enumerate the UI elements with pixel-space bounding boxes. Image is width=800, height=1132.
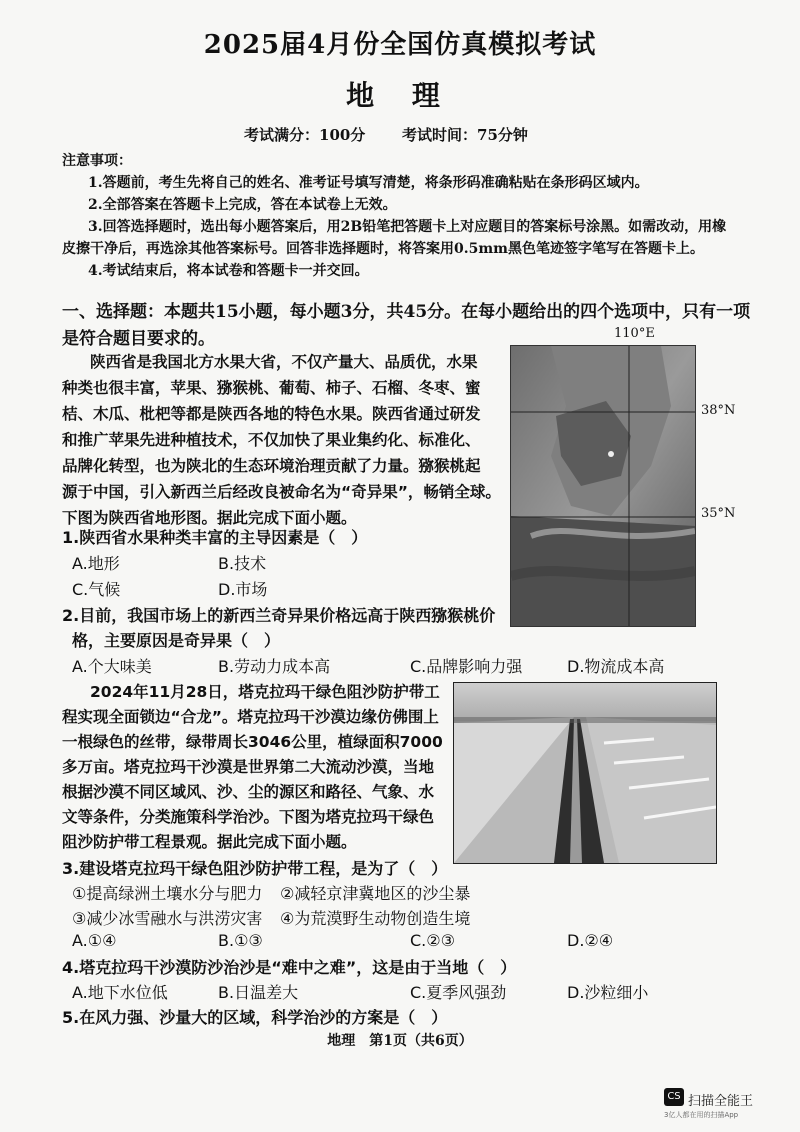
section-heading: 一、选择题：本题共15小题，每小题3分，共45分。在每小题给出的四个选项中，只有一项	[62, 302, 751, 322]
watermark-tagline: 3亿人都在用的扫描App	[664, 1111, 739, 1119]
q1-option-b: B.技术	[218, 554, 267, 573]
sand-barrier-photo	[453, 682, 717, 864]
desert-greenbelt-image	[454, 683, 716, 863]
passage2-line: 一根绿色的丝带，绿带周长3046公里，植绿面积7000	[62, 733, 443, 751]
passage2-line: 根据沙漠不同区域风、沙、尘的源区和路径、气象、水	[62, 783, 435, 801]
passage1-line: 陕西省是我国北方水果大省，不仅产量大、品质优，水果	[90, 353, 478, 371]
q4-option-a: A.地下水位低	[72, 983, 168, 1002]
q1-option-c: C.气候	[72, 580, 121, 599]
passage1-line: 品牌化转型，也为陕北的生态环境治理贡献了力量。猕猴桃起	[62, 457, 481, 475]
passage1-line: 和推广苹果先进种植技术，不仅加快了果业集约化、标准化、	[62, 431, 481, 449]
passage1-line: 下图为陕西省地形图。据此完成下面小题。	[62, 509, 357, 527]
q2-option-c: C.品牌影响力强	[410, 657, 523, 676]
camscanner-logo-icon: CS	[664, 1088, 684, 1106]
shaanxi-terrain-map	[510, 345, 696, 627]
notice-item: 皮擦干净后，再选涂其他答案标号。回答非选择题时，将答案用0.5mm黑色笔迹签字笔写在答题卡上。	[62, 241, 704, 257]
map-latitude-label: 35°N	[701, 506, 736, 521]
question-4-stem: 4.塔克拉玛干沙漠防沙治沙是“难中之难”，这是由于当地（ ）	[62, 958, 517, 977]
q4-option-d: D.沙粒细小	[567, 983, 649, 1002]
notice-item: 1.答题前，考生先将自己的姓名、准考证号填写清楚，将条形码准确粘贴在条形码区域内。	[88, 175, 649, 191]
question-1-stem: 1.陕西省水果种类丰富的主导因素是（ ）	[62, 528, 368, 547]
passage2-line: 文等条件，分类施策科学治沙。下图为塔克拉玛干绿色	[62, 808, 435, 826]
exam-title: 2025届4月份全国仿真模拟考试	[203, 30, 597, 60]
terrain-map-image	[511, 346, 695, 626]
q3-statement-3: ③减少冰雪融水与洪涝灾害	[72, 909, 263, 928]
passage1-line: 种类也很丰富，苹果、猕猴桃、葡萄、柿子、石榴、冬枣、蜜	[62, 379, 481, 397]
passage1-line: 桔、木瓜、枇杷等都是陕西各地的特色水果。陕西省通过研发	[62, 405, 481, 423]
watermark-brand: 扫描全能王	[688, 1094, 754, 1109]
q2-option-a: A.个大味美	[72, 657, 152, 676]
notice-item: 4.考试结束后，将本试卷和答题卡一并交回。	[88, 263, 369, 279]
section-heading-cont: 是符合题目要求的。	[62, 329, 215, 349]
q3-option-c: C.②③	[410, 931, 455, 950]
passage1-line: 源于中国，引入新西兰后经改良被命名为“奇异果”，畅销全球。	[62, 483, 501, 501]
q4-option-c: C.夏季风强劲	[410, 983, 507, 1002]
notice-item: 2.全部答案在答题卡上完成，答在本试卷上无效。	[88, 197, 397, 213]
passage2-line: 程实现全面锁边“合龙”。塔克拉玛干沙漠边缘仿佛围上	[62, 708, 439, 726]
q3-option-b: B.①③	[218, 931, 263, 950]
question-3-stem: 3.建设塔克拉玛干绿色阻沙防护带工程，是为了（ ）	[62, 859, 448, 878]
q3-statement-1: ①提高绿洲土壤水分与肥力	[72, 884, 263, 903]
notice-heading: 注意事项：	[62, 153, 132, 169]
q3-option-a: A.①④	[72, 931, 117, 950]
q3-statement-4: ④为荒漠野生动物创造生境	[280, 909, 471, 928]
q4-option-b: B.日温差大	[218, 983, 299, 1002]
q1-option-d: D.市场	[218, 580, 268, 599]
passage2-line: 阻沙防护带工程景观。据此完成下面小题。	[62, 833, 357, 851]
q3-statement-2: ②减轻京津冀地区的沙尘暴	[280, 884, 471, 903]
map-longitude-label: 110°E	[614, 326, 655, 341]
full-score: 考试满分：100分	[244, 126, 366, 144]
question-5-stem: 5.在风力强、沙量大的区域，科学治沙的方案是（ ）	[62, 1008, 448, 1027]
q3-option-d: D.②④	[567, 931, 614, 950]
page-footer: 地理 第1页（共6页）	[327, 1033, 473, 1049]
notice-item: 3.回答选择题时，选出每小题答案后，用2B铅笔把答题卡上对应题目的答案标号涂黑。如需改动，用橡	[88, 219, 727, 235]
subject-title: 地 理	[346, 79, 454, 112]
q2-option-d: D.物流成本高	[567, 657, 665, 676]
question-2-stem: 2.目前，我国市场上的新西兰奇异果价格远高于陕西猕猴桃价	[62, 606, 496, 625]
q1-option-a: A.地形	[72, 554, 120, 573]
passage2-line: 2024年11月28日，塔克拉玛干绿色阻沙防护带工	[90, 683, 440, 701]
exam-time: 考试时间：75分钟	[402, 126, 528, 144]
question-2-stem-cont: 格，主要原因是奇异果（ ）	[72, 631, 281, 650]
passage2-line: 多万亩。塔克拉玛干沙漠是世界第二大流动沙漠，当地	[62, 758, 435, 776]
map-latitude-label: 38°N	[701, 403, 736, 418]
q2-option-b: B.劳动力成本高	[218, 657, 331, 676]
